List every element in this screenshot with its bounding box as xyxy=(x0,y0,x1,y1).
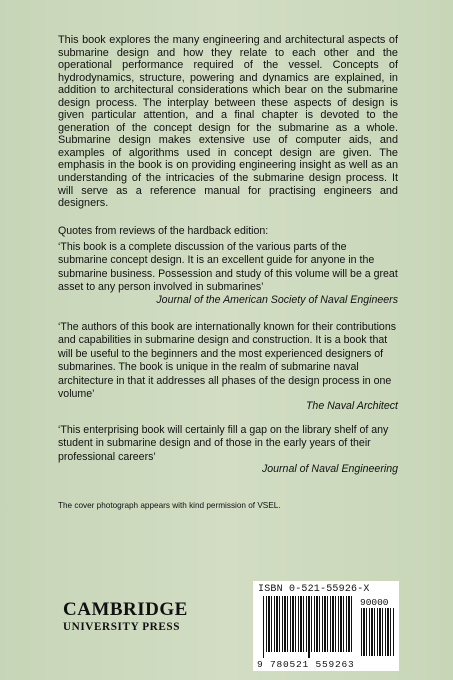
barcode-bar xyxy=(351,596,352,652)
barcode-bar xyxy=(387,608,389,656)
barcode-bar xyxy=(324,596,326,652)
barcode-bar xyxy=(343,596,344,652)
ean-number: 9 780521 559263 xyxy=(257,659,355,670)
publisher-logo xyxy=(63,600,188,633)
barcode-bar xyxy=(290,596,291,652)
barcode-bar xyxy=(374,608,375,656)
review-source-1: Journal of the American Society of Naval Engineers xyxy=(156,294,398,306)
barcode-bar xyxy=(369,608,370,656)
review-quote-1: ‘This book is a complete discussion of the various parts of the submarine concept design. It is an excellent guide for anyone in the submarine business. Possession and study of this volume will be a great asset to any person involved in submarines’ xyxy=(58,241,398,294)
price-addon-label: 90000 xyxy=(360,597,389,608)
barcode-bar xyxy=(332,596,334,652)
barcode-bar xyxy=(292,596,294,652)
quotes-heading: Quotes from reviews of the hardback edition: xyxy=(58,225,269,237)
publisher-name: CAMBRIDGE xyxy=(63,599,188,620)
barcode-bar xyxy=(271,596,272,652)
barcode-bar xyxy=(327,596,328,652)
barcode-bar xyxy=(287,596,288,652)
barcode-bar xyxy=(330,596,331,652)
barcode-bar xyxy=(314,596,315,652)
barcode-bar xyxy=(361,608,362,656)
barcode-bar xyxy=(340,596,342,652)
review-quote-3: ‘This enterprising book will certainly fill a gap on the library shelf of any student in submarine design and of those in the early years of their professional careers’ xyxy=(58,424,389,463)
review-source-2: The Naval Architect xyxy=(305,400,398,412)
review-source-3: Journal of Naval Engineering xyxy=(261,463,398,475)
barcode-bar xyxy=(385,608,386,656)
barcode-bar xyxy=(268,596,270,652)
barcode-bar xyxy=(335,596,336,652)
publisher-subtitle: UNIVERSITY PRESS xyxy=(63,621,181,633)
barcode-bar xyxy=(300,596,302,652)
barcode-bar xyxy=(377,608,378,656)
barcode-bar xyxy=(284,596,286,652)
barcode-bar xyxy=(319,596,320,652)
barcode-bar xyxy=(338,596,339,652)
barcode-bar xyxy=(274,596,275,652)
barcode-bar xyxy=(346,596,347,652)
isbn-label: ISBN 0-521-55926-X xyxy=(258,584,370,595)
barcode-bar xyxy=(282,596,283,652)
barcode-bar xyxy=(371,608,373,656)
barcode-bar xyxy=(322,596,323,652)
barcode-bar xyxy=(276,596,278,652)
book-description: This book explores the many engineering and architectural aspects of submarine design and how they relate to each other and the operational performance required of the vessel. Concepts of hydrodynamics, structure, powering and dynamics are explained, in addition to architectural considerations which bear on the submarine design process. The interplay between these aspects of design is given particular attention, and a final chapter is devoted to the generation of the concept design for the submarine as a whole. Submarine design makes extensive use of computer aids, and examples of algorithms used in concept design are given. The emphasis in the book is on providing engineering insight as well as an understanding of the intricacies of the submarine design process. It will serve as a reference manual for practising engineers and designers. xyxy=(58,34,398,210)
barcode-bar xyxy=(263,596,264,658)
barcode-bar xyxy=(363,608,365,656)
barcode-bar xyxy=(316,596,318,652)
barcode-bar xyxy=(311,596,312,652)
cover-photo-credit: The cover photograph appears with kind permission of VSEL. xyxy=(58,501,281,510)
barcode-bar xyxy=(390,608,391,656)
barcode-bar xyxy=(295,596,296,652)
barcode-bar xyxy=(303,596,304,652)
addon-barcode xyxy=(361,608,395,662)
ean-barcode xyxy=(263,596,355,658)
barcode-bar xyxy=(348,596,350,652)
barcode-bar xyxy=(393,608,394,656)
barcode-bar xyxy=(298,596,299,652)
barcode-bar xyxy=(366,608,367,656)
barcode-bar xyxy=(266,596,267,652)
barcode-bar xyxy=(382,608,383,656)
barcode-bar xyxy=(279,596,280,652)
barcode-bar xyxy=(308,596,310,658)
barcode-bar xyxy=(306,596,307,652)
review-quote-2: ‘The authors of this book are internationally known for their contributions and capabilities in submarine design and construction. It is a book that will be useful to the beginners and the most experienced designers of submarines. The book is unique in the realm of submarine naval architecture in that it addresses all phases of the design process in one volume’ xyxy=(58,321,397,401)
barcode-bar xyxy=(379,608,381,656)
